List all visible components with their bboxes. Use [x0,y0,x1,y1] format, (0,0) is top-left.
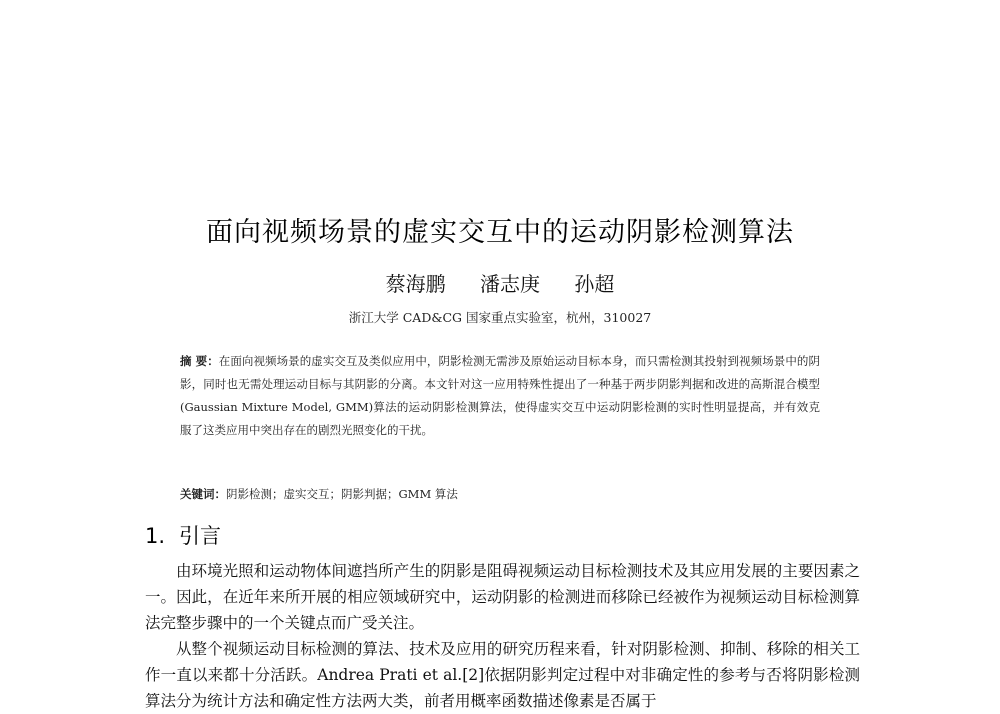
author-name: 蔡海鹏 [385,272,446,296]
section-number: 1. [145,524,166,548]
body-text [145,558,860,714]
paper-title: 面向视频场景的虚实交互中的运动阴影检测算法 [206,217,794,248]
keywords-label: 关键词： [180,487,226,501]
author-name: 孙超 [574,272,615,296]
paragraph: 从整个视频运动目标检测的算法、技术及应用的研究历程来看，针对阴影检测、抑制、移除的相关工作一直以来都十分活跃。Andrea Prati et al.[2]依据阴影判定过程中对非确定性的参考与否将阴影检测算法分为统计方法和确定性方法两大类，前者用概率函数描述像素是否属于 [145,640,860,710]
abstract [180,350,820,442]
section-heading [145,520,221,550]
affiliation: 浙江大学 CAD&CG 国家重点实验室，杭州，310027 [348,310,652,325]
author-name: 潘志庚 [480,272,540,296]
keywords-text: 阴影检测；虚实交互；阴影判据；GMM 算法 [226,487,458,501]
abstract-label: 摘 要： [180,354,219,368]
section-title: 引言 [179,524,222,548]
author-list [0,268,1000,297]
keywords [180,484,820,504]
abstract-text: 在面向视频场景的虚实交互及类似应用中，阴影检测无需涉及原始运动目标本身，而只需检测其投射到视频场景中的阴影，同时也无需处理运动目标与其阴影的分离。本文针对这一应用特殊性提出了一种基于两步阴影判据和改进的高斯混合模型(Gaussian Mixture Model, GMM)算法的运动阴影检测算法，使得虚实交互中运动阴影检测的实时性明显提高，并有效克服了这类应用中突出存在的剧烈光照变化的干扰。 [180,354,820,437]
paragraph: 由环境光照和运动物体间遮挡所产生的阴影是阻碍视频运动目标检测技术及其应用发展的主要因素之一。因此，在近年来所开展的相应领域研究中，运动阴影的检测进而移除已经被作为视频运动目标检测算法完整步骤中的一个关键点而广受关注。 [145,562,860,632]
